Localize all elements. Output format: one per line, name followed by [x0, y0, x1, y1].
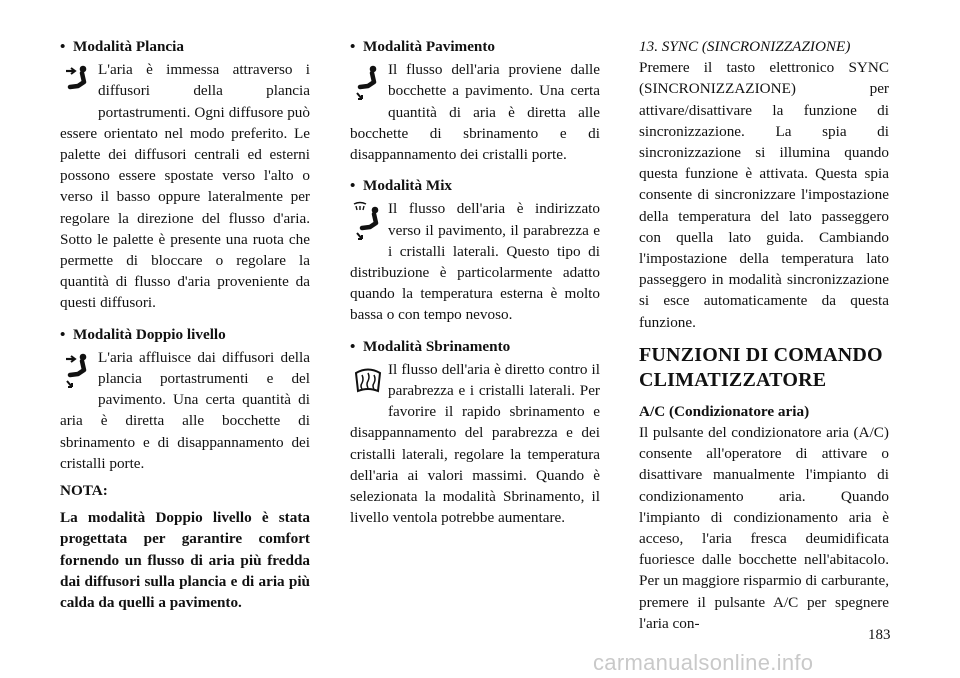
bullet-floor-mode-title: • Modalità Pavimento	[350, 36, 600, 57]
floor-mode-icon	[352, 61, 384, 105]
sync-title: 13. SYNC (SINCRONIZZAZIONE)	[639, 38, 851, 55]
bilevel-mode-icon	[62, 349, 94, 393]
column-right	[639, 36, 889, 634]
note-heading: NOTA:	[60, 482, 108, 500]
column-left	[60, 36, 310, 613]
defrost-mode-text: Il flusso dell'aria è diretto contro il parabrezza e i cristalli laterali. Per favorire il rapido sbrinamento e disappannamento del parabrezza e dei cristalli laterali, regolare la temperatura dell'aria ai valori massimi. Quando è selezionata la modalità Sbrinamento, il livello ventola potrebbe aumentare.	[350, 360, 600, 527]
panel-mode-icon	[62, 61, 94, 105]
ac-subheading: A/C (Condizionatore aria)	[639, 402, 810, 420]
section-heading: FUNZIONI DI COMANDO CLIMATIZZATORE	[639, 343, 883, 391]
ac-body: Il pulsante del condizionatore aria (A/C) consente all'operatore di attivare o disattivare manualmente l'impianto di condizionamento aria. Quando l'impianto di condizionamento aria è acceso, l'aria fresca deumidificata fuoriesce dalle bocchette nell'abitacolo. Per un maggiore risparmio di carburante, premere il pulsante A/C per spegnere l'aria con-	[639, 424, 889, 632]
note-body: La modalità Doppio livello è stata progettata per garantire comfort fornendo un flusso di aria più fredda dai diffusori sulla plancia e di aria più calda da quelli a pavimento.	[60, 509, 310, 612]
bullet-mix-mode-title: • Modalità Mix	[350, 175, 600, 196]
mix-mode-icon	[352, 200, 384, 244]
column-middle	[350, 36, 600, 528]
panel-mode-text: L'aria è immessa attraverso i diffusori della plancia portastrumenti. Ogni diffusore può essere orientato nel modo preferito. Le palette dei diffusori centrali ed esterni possono essere spostate verso l'alto o verso il basso oppure lateralmente per regolare la direzione del flusso d'aria. Sotto le palette è presente una ruota che permette di bloccare o regolare la quantità di flusso d'aria proveniente da questi diffusori.	[60, 61, 310, 312]
defrost-mode-icon	[352, 361, 384, 405]
bullet-defrost-mode-title: • Modalità Sbrinamento	[350, 336, 600, 357]
mix-mode-text: Il flusso dell'aria è indirizzato verso il pavimento, il parabrezza e i cristalli laterali. Questo tipo di distribuzione è particolarmente adatto quando la temperatura esterna è molto bassa o con tempo nevoso.	[350, 200, 600, 324]
bullet-bilevel-mode-title: • Modalità Doppio livello	[60, 324, 310, 345]
floor-mode-text: Il flusso dell'aria proviene dalle bocchette a pavimento. Una certa quantità di aria è diretta alle bocchette di sbrinamento e di disappannamento dei cristalli porte.	[350, 61, 600, 164]
sync-body: Premere il tasto elettronico SYNC (SINCRONIZZAZIONE) per attivare/disattivare la funzione di sincronizzazione. La spia di sincronizzazione si illumina quando questa funzione è attivata. Questa spia consente di sincronizzare l'impostazione della temperatura del lato passeggero con quella lato guida. Cambiando l'impostazione della temperatura lato passeggero in modalità sincronizzazione si esce automaticamente da questa funzione.	[639, 59, 889, 331]
page-number: 183	[868, 627, 891, 643]
bullet-panel-mode-title: • Modalità Plancia	[60, 36, 310, 57]
bilevel-mode-text: L'aria affluisce dai diffusori della plancia portastrumenti e del pavimento. Una certa quantità di aria è diretta alle bocchette di sbrinamento e di disappannamento dei cristalli porte.	[60, 348, 310, 472]
watermark: carmanualsonline.info	[593, 650, 814, 675]
